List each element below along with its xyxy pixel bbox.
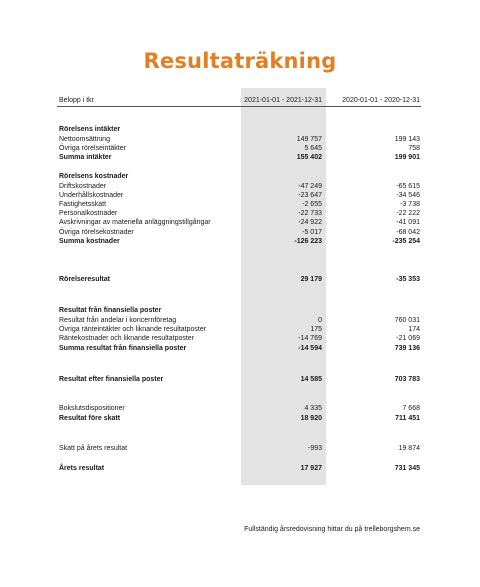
row-value-2021: -5 017 xyxy=(302,229,322,236)
row-label: Rörelsens kostnader xyxy=(59,173,129,180)
row-value-2021: 17 927 xyxy=(300,465,322,472)
row-label: Summa intäkter xyxy=(59,154,112,161)
row-label: Övriga ränteintäkter och liknande resultatposter xyxy=(59,326,207,333)
row-value-2021: -22 733 xyxy=(298,210,322,217)
row-value-2020: -21 069 xyxy=(396,335,420,342)
row-label: Fastighetsskatt xyxy=(59,201,107,208)
row-value-2020: -235 254 xyxy=(392,238,420,245)
row-value-2021: -24 922 xyxy=(298,219,322,226)
row-value-2020: 199 901 xyxy=(394,154,420,161)
row-label: Resultat efter finansiella poster xyxy=(59,376,164,383)
footer-note: Fullständig årsredovisning hittar du på trelleborgshem.se xyxy=(244,526,420,533)
row-label: Skatt på årets resultat xyxy=(59,445,128,452)
row-value-2020: 703 783 xyxy=(394,376,420,383)
row-value-2020: 731 345 xyxy=(394,465,420,472)
header-divider xyxy=(57,106,421,107)
row-value-2021: 29 179 xyxy=(300,276,322,283)
row-value-2020: 711 451 xyxy=(395,415,420,422)
row-label: Resultat från finansiella poster xyxy=(59,307,162,314)
row-label: Övriga rörelseintäkter xyxy=(59,145,126,152)
amount-unit-label: Belopp i tkr xyxy=(59,97,95,104)
row-value-2020: -68 042 xyxy=(396,229,420,236)
row-value-2021: -14 769 xyxy=(298,335,322,342)
row-label: Resultat före skatt xyxy=(59,415,121,422)
row-label: Personalkostnader xyxy=(59,210,118,217)
column-header-2020: 2020-01-01 - 2020-12-31 xyxy=(342,97,420,104)
row-label: Övriga rörelsekostnader xyxy=(59,229,134,236)
row-label: Bokslutsdispositioner xyxy=(59,405,125,412)
row-value-2021: 0 xyxy=(318,317,322,324)
row-value-2020: -34 546 xyxy=(396,192,420,199)
row-value-2020: -41 091 xyxy=(396,219,420,226)
row-value-2021: 5 645 xyxy=(304,145,322,152)
row-label: Driftskostnader xyxy=(59,183,107,190)
row-value-2020: 7 668 xyxy=(402,405,420,412)
row-value-2021: 175 xyxy=(310,326,322,333)
row-value-2020: 758 xyxy=(408,145,420,152)
row-label: Rörelsens intäkter xyxy=(59,126,121,133)
column-header-2021: 2021-01-01 - 2021-12-31 xyxy=(244,97,322,104)
row-value-2020: -65 615 xyxy=(396,183,420,190)
row-label: Nettoomsättning xyxy=(59,136,110,143)
page-title: Resultaträkning xyxy=(143,49,337,73)
row-label: Räntekostnader och liknande resultatposter xyxy=(59,335,195,342)
row-value-2021: -14 594 xyxy=(298,345,322,352)
row-value-2020: -22 222 xyxy=(396,210,420,217)
row-label: Avskrivningar av materiella anläggningstillgångar xyxy=(59,219,211,226)
row-value-2021: -2 655 xyxy=(302,201,322,208)
row-value-2021: 14 585 xyxy=(300,376,322,383)
row-value-2021: 149 757 xyxy=(296,136,322,143)
row-value-2021: -126 223 xyxy=(294,238,322,245)
row-value-2020: 199 143 xyxy=(394,136,420,143)
row-label: Underhållskostnader xyxy=(59,192,124,199)
row-value-2021: -23 647 xyxy=(298,192,322,199)
row-value-2021: 155 402 xyxy=(296,154,322,161)
row-value-2020: -3 738 xyxy=(400,201,420,208)
row-label: Resultat från andelar i koncernföretag xyxy=(59,317,177,324)
row-label: Summa resultat från finansiella poster xyxy=(59,345,187,352)
row-value-2020: 174 xyxy=(408,326,420,333)
row-value-2021: -47 249 xyxy=(298,183,322,190)
row-value-2021: -993 xyxy=(307,445,322,452)
row-value-2020: 19 874 xyxy=(398,445,420,452)
row-label: Årets resultat xyxy=(59,465,105,472)
row-value-2020: -35 353 xyxy=(396,276,420,283)
row-label: Summa kostnader xyxy=(59,238,120,245)
row-label: Rörelseresultat xyxy=(59,276,110,283)
row-value-2021: 18 920 xyxy=(300,415,322,422)
row-value-2020: 760 031 xyxy=(394,317,420,324)
row-value-2020: 739 136 xyxy=(394,345,420,352)
row-value-2021: 4 335 xyxy=(304,405,322,412)
